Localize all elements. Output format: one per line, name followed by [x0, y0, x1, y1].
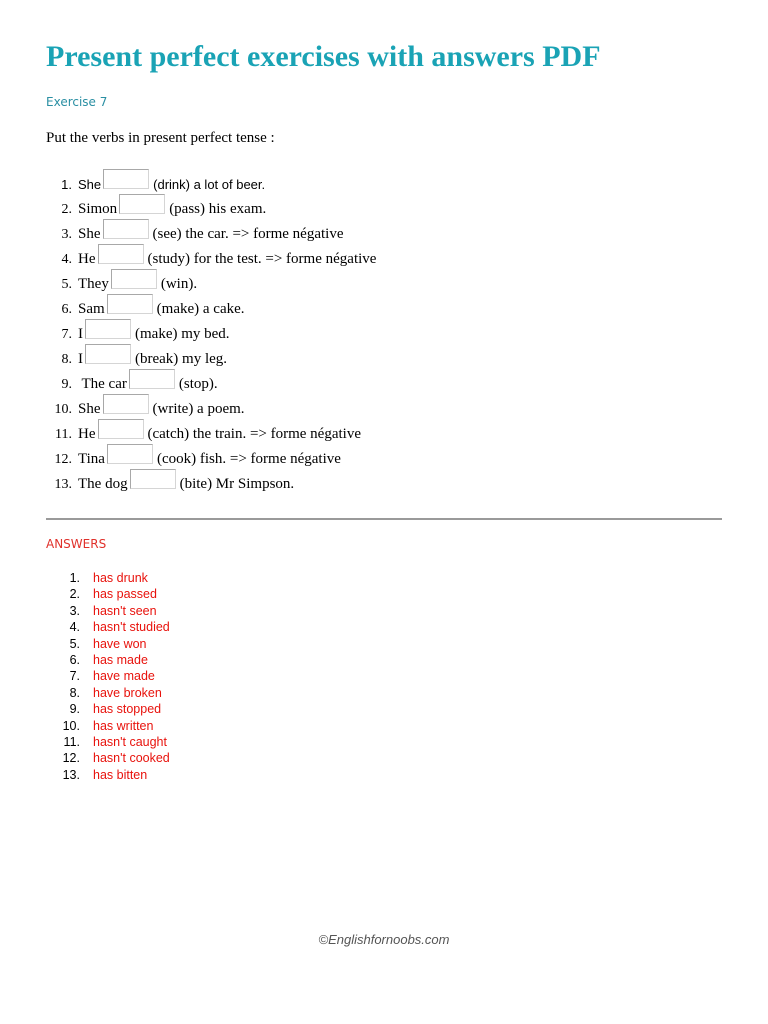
answer-text: has bitten	[93, 767, 148, 782]
answer-item	[46, 619, 170, 635]
exercise-prompt: (catch) the train. => forme négative	[147, 426, 361, 442]
answer-number: 10.	[62, 718, 80, 733]
exercise-prompt: (drink) a lot of beer.	[153, 177, 266, 192]
exercise-item	[46, 318, 376, 343]
answer-text: has passed	[93, 587, 157, 602]
exercise-number: 4.	[61, 252, 72, 267]
answer-input-12[interactable]	[107, 444, 153, 464]
exercise-number: 2.	[61, 202, 72, 217]
answer-text: have won	[93, 636, 147, 651]
exercise-item	[46, 418, 376, 443]
exercise-subject: I	[78, 326, 83, 342]
exercise-item	[46, 343, 376, 368]
answer-input-5[interactable]	[111, 269, 157, 289]
answer-item	[46, 718, 170, 734]
answer-item	[46, 570, 170, 586]
answer-number: 2.	[69, 587, 80, 602]
answer-number: 4.	[69, 620, 80, 635]
answer-item	[46, 603, 170, 619]
answer-number: 3.	[69, 603, 80, 618]
instruction-text: Put the verbs in present perfect tense :	[46, 130, 275, 146]
answer-item	[46, 750, 170, 766]
answer-input-13[interactable]	[130, 469, 176, 489]
section-divider	[46, 518, 722, 520]
exercise-subject: She	[78, 401, 101, 417]
exercise-prompt: (cook) fish. => forme négative	[156, 451, 341, 467]
exercise-number: 12.	[54, 452, 72, 467]
answer-item	[46, 636, 170, 652]
exercise-item	[46, 368, 376, 393]
exercise-subject: He	[78, 426, 96, 442]
exercise-item	[46, 393, 376, 418]
exercise-label: Exercise 7	[46, 95, 108, 109]
answer-input-2[interactable]	[119, 194, 165, 214]
exercise-item	[46, 468, 376, 493]
exercise-subject: The dog	[78, 476, 128, 492]
exercise-list	[46, 168, 376, 493]
exercise-subject: She	[78, 177, 102, 192]
exercise-prompt: (stop).	[178, 376, 218, 392]
exercise-item	[46, 193, 376, 218]
answer-text: has written	[93, 718, 154, 733]
exercise-number: 11.	[55, 427, 72, 442]
answer-number: 1.	[69, 571, 80, 585]
answer-text: has stopped	[93, 702, 162, 717]
answer-text: hasn't studied	[93, 620, 170, 635]
exercise-number: 8.	[61, 352, 72, 367]
answer-input-6[interactable]	[107, 294, 153, 314]
exercise-subject: He	[78, 251, 96, 267]
answer-number: 6.	[69, 652, 80, 667]
exercise-subject: They	[78, 276, 109, 292]
exercise-number: 9.	[61, 377, 72, 392]
answer-item	[46, 668, 170, 684]
answer-input-11[interactable]	[98, 419, 144, 439]
exercise-item	[46, 243, 376, 268]
exercise-number: 10.	[54, 402, 72, 417]
exercise-number: 1.	[61, 177, 72, 192]
exercise-subject: She	[78, 226, 101, 242]
exercise-prompt: (study) for the test. => forme négative	[147, 251, 377, 267]
answer-number: 11.	[63, 734, 80, 749]
answer-item	[46, 767, 170, 783]
exercise-number: 6.	[61, 302, 72, 317]
answer-number: 12.	[62, 751, 80, 766]
answer-input-7[interactable]	[85, 319, 131, 339]
answer-text: have broken	[93, 685, 162, 700]
answer-item	[46, 734, 170, 750]
answer-text: hasn't cooked	[93, 751, 170, 766]
answer-item	[46, 586, 170, 602]
answer-number: 7.	[69, 669, 80, 684]
answer-input-9[interactable]	[129, 369, 175, 389]
exercise-item	[46, 218, 376, 243]
answer-text: hasn't caught	[93, 734, 167, 749]
exercise-number: 5.	[61, 277, 72, 292]
answer-item	[46, 652, 170, 668]
exercise-subject: Simon	[78, 201, 118, 217]
exercise-prompt: (pass) his exam.	[169, 201, 267, 217]
answer-input-8[interactable]	[85, 344, 131, 364]
exercise-prompt: (make) my bed.	[135, 326, 230, 342]
exercise-subject: Sam	[78, 301, 105, 317]
answer-number: 5.	[69, 636, 80, 651]
exercise-prompt: (break) my leg.	[135, 351, 228, 367]
exercise-prompt: (bite) Mr Simpson.	[179, 476, 295, 492]
exercise-number: 3.	[61, 227, 72, 242]
answer-item	[46, 685, 170, 701]
answer-number: 8.	[69, 685, 80, 700]
answers-heading: ANSWERS	[46, 537, 107, 551]
exercise-item	[46, 443, 376, 468]
answer-input-3[interactable]	[103, 219, 149, 239]
answer-input-1[interactable]	[103, 169, 149, 189]
answer-text: hasn't seen	[93, 603, 157, 618]
exercise-subject: I	[78, 351, 83, 367]
answer-text: have made	[93, 669, 155, 684]
exercise-number: 13.	[54, 477, 72, 492]
exercise-number: 7.	[61, 327, 72, 342]
exercise-prompt: (write) a poem.	[152, 401, 245, 417]
exercise-subject: Tina	[78, 451, 105, 467]
exercise-item	[46, 168, 376, 193]
answers-list	[46, 570, 170, 783]
answer-text: has made	[93, 652, 148, 667]
exercise-prompt: (win).	[160, 276, 198, 292]
copyright-footer: ©Englishfornoobs.com	[318, 932, 450, 947]
answer-number: 13.	[62, 767, 80, 782]
exercise-item	[46, 293, 376, 318]
exercise-subject: The car	[78, 376, 127, 392]
page-title: Present perfect exercises with answers PDF	[46, 40, 601, 73]
exercise-item	[46, 268, 376, 293]
answer-text: has drunk	[93, 571, 148, 585]
answer-input-4[interactable]	[98, 244, 144, 264]
exercise-prompt: (make) a cake.	[156, 301, 245, 317]
answer-item	[46, 701, 170, 717]
answer-input-10[interactable]	[103, 394, 149, 414]
exercise-prompt: (see) the car. => forme négative	[152, 226, 344, 242]
answer-number: 9.	[69, 702, 80, 717]
